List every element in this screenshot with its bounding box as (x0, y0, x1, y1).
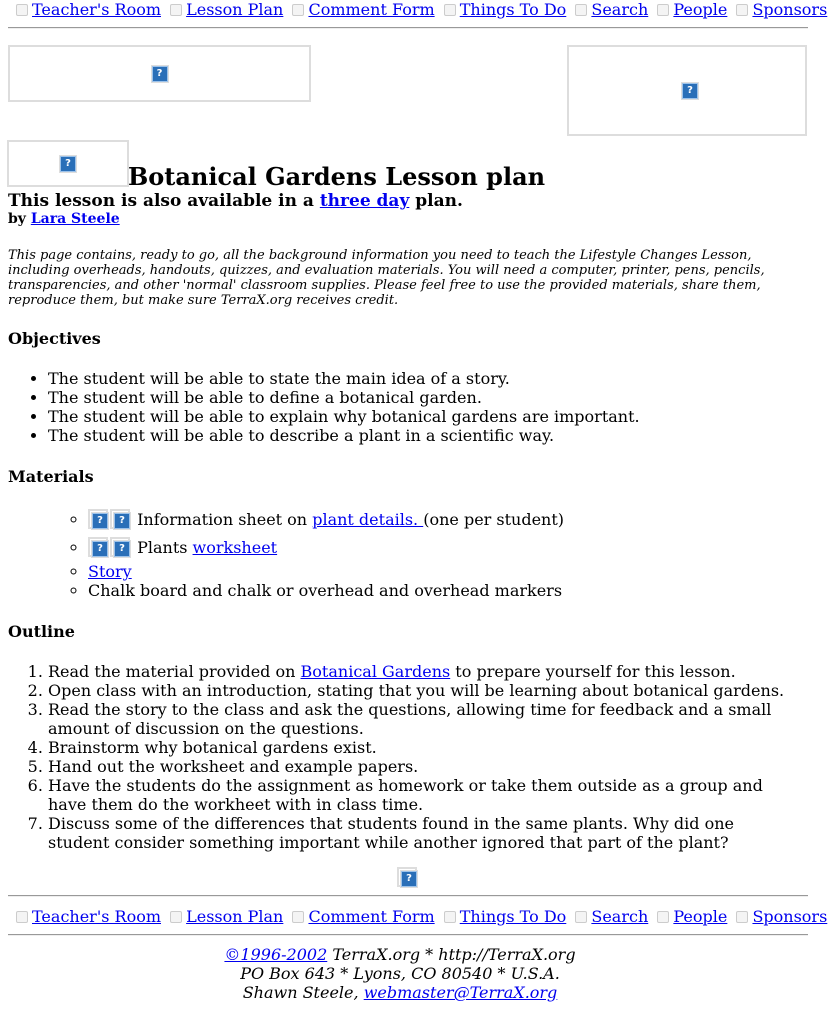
list-item: • The student will be able to describe a plant in a scientific way. (48, 426, 640, 445)
missing-image-icon: ? (114, 513, 130, 529)
list-item: • The student will be able to define a botanical garden. (48, 388, 640, 407)
subtitle (8, 191, 463, 211)
botanical-gardens-link[interactable]: Botanical Gardens (300, 662, 451, 681)
outline-heading: Outline (8, 622, 75, 641)
materials-heading: Materials (8, 467, 94, 486)
nav-lesson-plan[interactable]: Lesson Plan (186, 0, 284, 19)
nav-lesson-plan[interactable]: Lesson Plan (186, 907, 284, 926)
divider (8, 934, 808, 936)
image-placeholder (397, 867, 417, 887)
missing-image-icon: ? (682, 83, 698, 99)
missing-image-icon: ◦ ? (92, 541, 108, 557)
missing-image-icon: ? (401, 871, 417, 887)
list-item: 6. Have the students do the assignment as homework or take them outside as a group and have them do the workheet with in class time. (48, 776, 800, 814)
divider (8, 895, 808, 897)
subtitle-text: This lesson is also available in a (8, 191, 320, 211)
list-item: 3. Read the story to the class and ask the questions, allowing time for feedback and a small amount of discussion on the questions. (48, 700, 800, 738)
plant-details-link[interactable]: plant details. (312, 510, 424, 529)
broken-image-icon (292, 4, 304, 16)
item-text: Read the material provided on (48, 662, 301, 681)
banner-image-right (567, 45, 807, 136)
broken-image-icon (170, 911, 182, 923)
banner-image-left (8, 45, 311, 102)
footer (0, 945, 800, 1002)
broken-image-icon (292, 911, 304, 923)
broken-image-icon (575, 4, 587, 16)
list-item: 7. Discuss some of the differences that students found in the same plants. Why did one student consider something important while another ignored that part of the plant? (48, 814, 800, 852)
broken-image-icon (657, 4, 669, 16)
footer-text: TerraX.org * http://TerraX.org (327, 945, 576, 964)
byline (8, 211, 120, 227)
list-item: 5. Hand out the worksheet and example papers. (48, 757, 800, 776)
webmaster-email-link[interactable]: webmaster@TerraX.org (363, 983, 558, 1002)
footer-text: Shawn Steele, (242, 983, 364, 1002)
list-item (88, 562, 564, 581)
nav-things-to-do[interactable]: Things To Do (459, 0, 567, 19)
nav-comment-form[interactable]: Comment Form (308, 907, 435, 926)
broken-image-icon (736, 911, 748, 923)
worksheet-link[interactable]: worksheet (192, 538, 278, 557)
nav-search[interactable]: Search (591, 907, 649, 926)
materials-list (88, 506, 564, 600)
author-link[interactable]: Lara Steele (30, 211, 120, 227)
nav-teachers-room[interactable]: Teacher's Room (32, 907, 161, 926)
logo-image (7, 140, 129, 187)
list-item: • The student will be able to state the main idea of a story. (48, 369, 640, 388)
nav-search[interactable]: Search (591, 0, 649, 19)
item-text: Information sheet on (137, 510, 313, 529)
nav-people[interactable]: People (673, 907, 728, 926)
image-placeholder (110, 509, 130, 529)
intro-paragraph: This page contains, ready to go, all the background information you need to teach the Lifestyle Changes Lesson, including overheads, handouts, quizzes, and evaluation materials. You will need a computer, printer, pens, pencils, transparencies, and other 'normal' classroom supplies. Please feel free to use the provided materials, share them, reproduce them, but make sure TerraX.org receives credit. (8, 248, 765, 308)
objectives-list (48, 369, 640, 445)
list-item: 2. Open class with an introduction, stating that you will be learning about botanical gardens. (48, 681, 800, 700)
image-placeholder (88, 509, 108, 529)
top-nav (16, 0, 831, 19)
page-title: Botanical Gardens Lesson plan (128, 162, 546, 191)
outline-list (48, 662, 800, 852)
three-day-link[interactable]: three day (319, 191, 410, 211)
item-text: (one per student) (423, 510, 565, 529)
nav-comment-form[interactable]: Comment Form (308, 0, 435, 19)
broken-image-icon (736, 4, 748, 16)
broken-image-icon (16, 911, 28, 923)
nav-people[interactable]: People (673, 0, 728, 19)
objectives-heading: Objectives (8, 329, 101, 348)
broken-image-icon (444, 911, 456, 923)
list-item: ◦ Chalk board and chalk or overhead and overhead markers (88, 581, 564, 600)
broken-image-icon (657, 911, 669, 923)
missing-image-icon: ◦ ? (92, 513, 108, 529)
nav-teachers-room[interactable]: Teacher's Room (32, 0, 161, 19)
copyright-link[interactable]: ©1996-2002 (224, 945, 328, 964)
divider (8, 27, 808, 29)
bottom-nav (16, 907, 831, 926)
footer-line-1 (0, 945, 800, 964)
broken-image-icon (575, 911, 587, 923)
broken-image-icon (170, 4, 182, 16)
footer-address: PO Box 643 * Lyons, CO 80540 * U.S.A. (240, 964, 560, 983)
nav-sponsors[interactable]: Sponsors (752, 907, 828, 926)
footer-line-3 (0, 983, 800, 1002)
missing-image-icon: ? (60, 156, 76, 172)
image-placeholder (88, 537, 108, 557)
list-item (88, 534, 564, 562)
missing-image-icon: ? (114, 541, 130, 557)
item-text: to prepare yourself for this lesson. (450, 662, 736, 681)
list-item: 4. Brainstorm why botanical gardens exist. (48, 738, 800, 757)
list-item (48, 662, 800, 681)
broken-image-icon (16, 4, 28, 16)
image-placeholder (110, 537, 130, 557)
broken-image-icon (444, 4, 456, 16)
nav-things-to-do[interactable]: Things To Do (459, 907, 567, 926)
story-link[interactable]: Story (88, 562, 132, 581)
subtitle-text: plan. (409, 191, 463, 211)
byline-prefix: by (8, 211, 31, 227)
nav-sponsors[interactable]: Sponsors (752, 0, 828, 19)
missing-image-icon: ? (152, 66, 168, 82)
list-item: • The student will be able to explain why botanical gardens are important. (48, 407, 640, 426)
list-item (88, 506, 564, 534)
item-text: Plants (137, 538, 193, 557)
